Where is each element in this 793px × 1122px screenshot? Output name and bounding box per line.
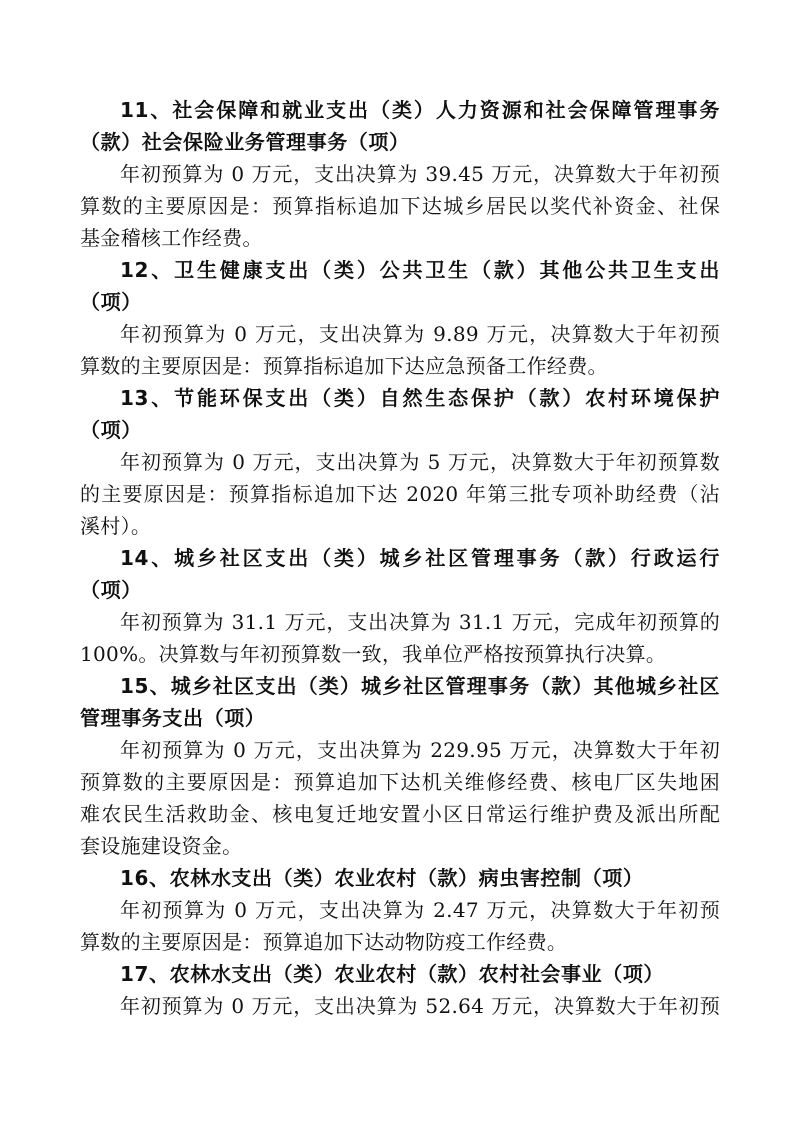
body-line: 算数的主要原因是：预算指标追加下达应急预备工作经费。 <box>80 354 608 378</box>
section-heading <box>80 254 720 318</box>
heading-line: 11、社会保障和就业支出（类）人力资源和社会保障管理事务 <box>120 98 720 122</box>
heading-line: 13、节能环保支出（类）自然生态保护（款）农村环境保护 <box>120 386 720 410</box>
section-16 <box>80 862 720 958</box>
section-13 <box>80 382 720 542</box>
section-heading <box>80 94 720 158</box>
body-line: 基金稽核工作经费。 <box>80 226 263 250</box>
section-body <box>80 894 720 958</box>
body-line: 年初预算为 0 万元，支出决算为 2.47 万元，决算数大于年初预 <box>120 898 720 922</box>
section-heading <box>80 862 720 894</box>
heading-line: 17、农林水支出（类）农业农村（款）农村社会事业（项） <box>120 962 665 986</box>
body-line: 套设施建设资金。 <box>80 834 243 858</box>
section-body <box>80 446 720 542</box>
heading-line: （项） <box>80 578 142 602</box>
body-line: 预算数的主要原因是：预算追加下达机关维修经费、核电厂区失地困 <box>80 770 720 794</box>
body-line: 年初预算为 0 万元，支出决算为 39.45 万元，决算数大于年初预 <box>120 162 720 186</box>
document-page <box>80 94 720 1022</box>
section-heading <box>80 958 720 990</box>
body-line: 年初预算为 0 万元，支出决算为 9.89 万元，决算数大于年初预 <box>120 322 720 346</box>
section-12 <box>80 254 720 382</box>
heading-line: （项） <box>80 418 142 442</box>
section-17 <box>80 958 720 1022</box>
body-line: 的主要原因是：预算指标追加下达 2020 年第三批专项补助经费（沾 <box>80 482 720 506</box>
section-heading <box>80 382 720 446</box>
section-body <box>80 606 720 670</box>
body-line: 年初预算为 0 万元，支出决算为 229.95 万元，决算数大于年初 <box>120 738 720 762</box>
section-body <box>80 990 720 1022</box>
heading-line: （项） <box>80 290 142 314</box>
heading-line: 16、农林水支出（类）农业农村（款）病虫害控制（项） <box>120 866 644 890</box>
body-line: 年初预算为 0 万元，支出决算为 52.64 万元，决算数大于年初预 <box>120 994 720 1018</box>
section-15 <box>80 670 720 862</box>
body-line: 溪村）。 <box>80 514 152 538</box>
body-line: 算数的主要原因是：预算追加下达动物防疫工作经费。 <box>80 930 568 954</box>
heading-line: （款）社会保险业务管理事务（项） <box>80 130 410 154</box>
section-14 <box>80 542 720 670</box>
heading-line: 15、城乡社区支出（类）城乡社区管理事务（款）其他城乡社区 <box>120 674 720 698</box>
section-body <box>80 158 720 254</box>
section-11 <box>80 94 720 254</box>
section-heading <box>80 670 720 734</box>
body-line: 算数的主要原因是：预算指标追加下达城乡居民以奖代补资金、社保 <box>80 194 720 218</box>
body-line: 100%。决算数与年初预算数一致，我单位严格按预算执行决算。 <box>80 642 667 666</box>
heading-line: 管理事务支出（项） <box>80 706 266 730</box>
section-heading <box>80 542 720 606</box>
section-body <box>80 734 720 862</box>
body-line: 年初预算为 0 万元，支出决算为 5 万元，决算数大于年初预算数 <box>120 450 720 474</box>
body-line: 年初预算为 31.1 万元，支出决算为 31.1 万元，完成年初预算的 <box>120 610 720 634</box>
body-line: 难农民生活救助金、核电复迁地安置小区日常运行维护费及派出所配 <box>80 802 720 826</box>
heading-line: 14、城乡社区支出（类）城乡社区管理事务（款）行政运行 <box>120 546 720 570</box>
heading-line: 12、卫生健康支出（类）公共卫生（款）其他公共卫生支出 <box>120 258 720 282</box>
section-body <box>80 318 720 382</box>
